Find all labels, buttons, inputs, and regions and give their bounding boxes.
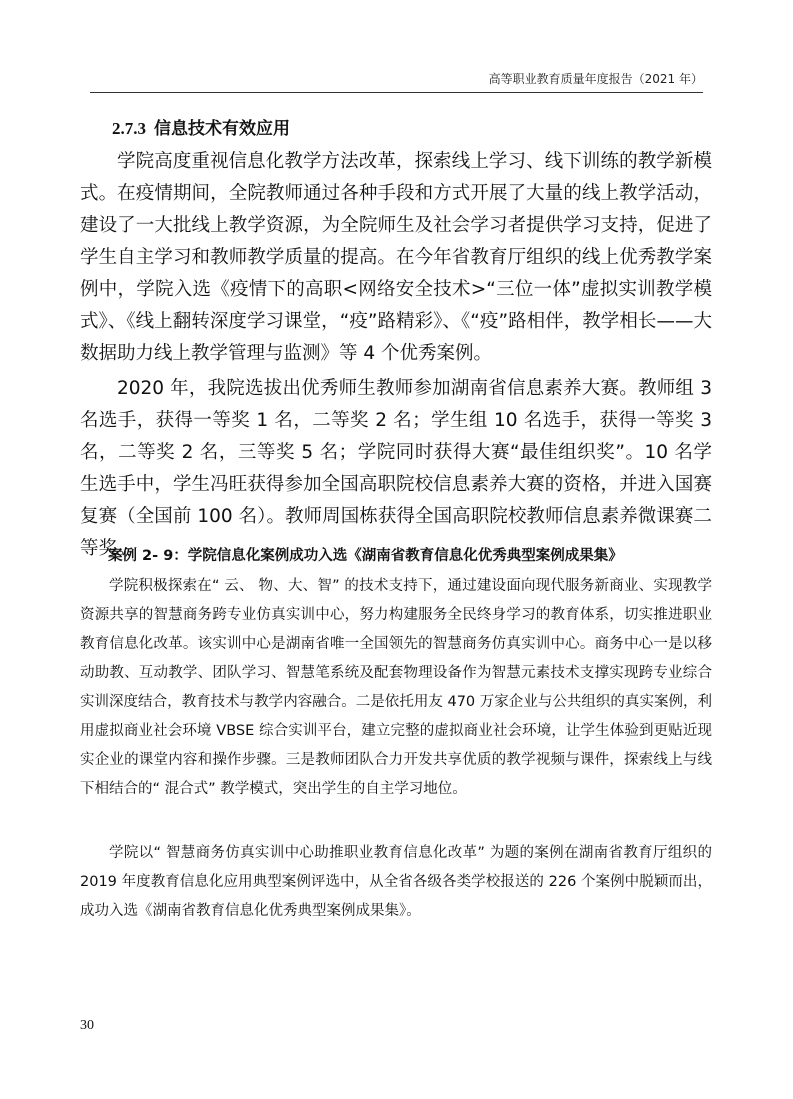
case-paragraph-2: 学院以“ 智慧商务仿真实训中心助推职业教育信息化改革” 为题的案例在湖南省教育厅组织的 2019 年度教育信息化应用典型案例评选中，从全省各级各类学校报送的 226 个案例中脱颖而出，成功入选《湖南省教育信息化优秀典型案例成果集》。 (80, 845, 712, 919)
section-heading (112, 114, 290, 139)
running-header: 高等职业教育质量年度报告（2021 年） (90, 70, 703, 93)
case-paragraph-1: 学院积极探索在“ 云、 物、大、智” 的技术支持下，通过建设面向现代服务新商业、实现教学资源共享的智慧商务跨专业仿真实训中心，努力构建服务全民终身学习的教育体系，切实推进职业教育信息化改革。该实训中心是湖南省唯一全国领先的智慧商务仿真实训中心。商务中心一是以移动助教、互动教学、团队学习、智慧笔系统及配套物理设备作为智慧元素技术支撑实现跨专业综合实训深度结合，教育技术与教学内容融合。二是依托用友 470 万家企业与公共组织的真实案例，利用虚拟商业社会环境 VBSE 综合实训平台，建立完整的虚拟商业社会环境，让学生体验到更贴近现实企业的课堂内容和操作步骤。三是教师团队合力开发共享优质的教学视频与课件，探索线上与线下相结合的“ 混合式” 教学模式，突出学生的自主学习地位。 (80, 578, 712, 797)
case-title: 案例 2- 9：学院信息化案例成功入选《湖南省教育信息化优秀典型案例成果集》 (108, 548, 623, 564)
section-title-text: 信息技术有效应用 (154, 119, 290, 139)
page-number: 30 (80, 1018, 94, 1033)
section-number: 2.7.3 (112, 119, 146, 138)
body-paragraph-2: 2020 年，我院选拔出优秀师生教师参加湖南省信息素养大赛。教师组 3 名选手，获得一等奖 1 名，二等奖 2 名；学生组 10 名选手，获得一等奖 3 名，二等奖 2 名，三等奖 5 名；学院同时获得大赛“最佳组织奖”。10 名学生选手中，学生冯旺获得参加全国高职院校信息素养大赛的资格，并进入国赛复赛（全国前 100 名）。教师周国栋获得全国高职院校教师信息素养微课赛二等奖。 (80, 378, 712, 559)
body-paragraph-1: 学院高度重视信息化教学方法改革，探索线上学习、线下训练的教学新模式。在疫情期间，全院教师通过各种手段和方式开展了大量的线上教学活动，建设了一大批线上教学资源，为全院师生及社会学习者提供学习支持，促进了学生自主学习和教师教学质量的提高。在今年省教育厅组织的线上优秀教学案例中，学院入选《疫情下的高职<网络安全技术>“三位一体”虚拟实训教学模式》、《线上翻转深度学习课堂，“疫”路精彩》、《“疫”路相伴，教学相长——大数据助力线上教学管理与监测》等 4 个优秀案例。 (80, 151, 712, 364)
